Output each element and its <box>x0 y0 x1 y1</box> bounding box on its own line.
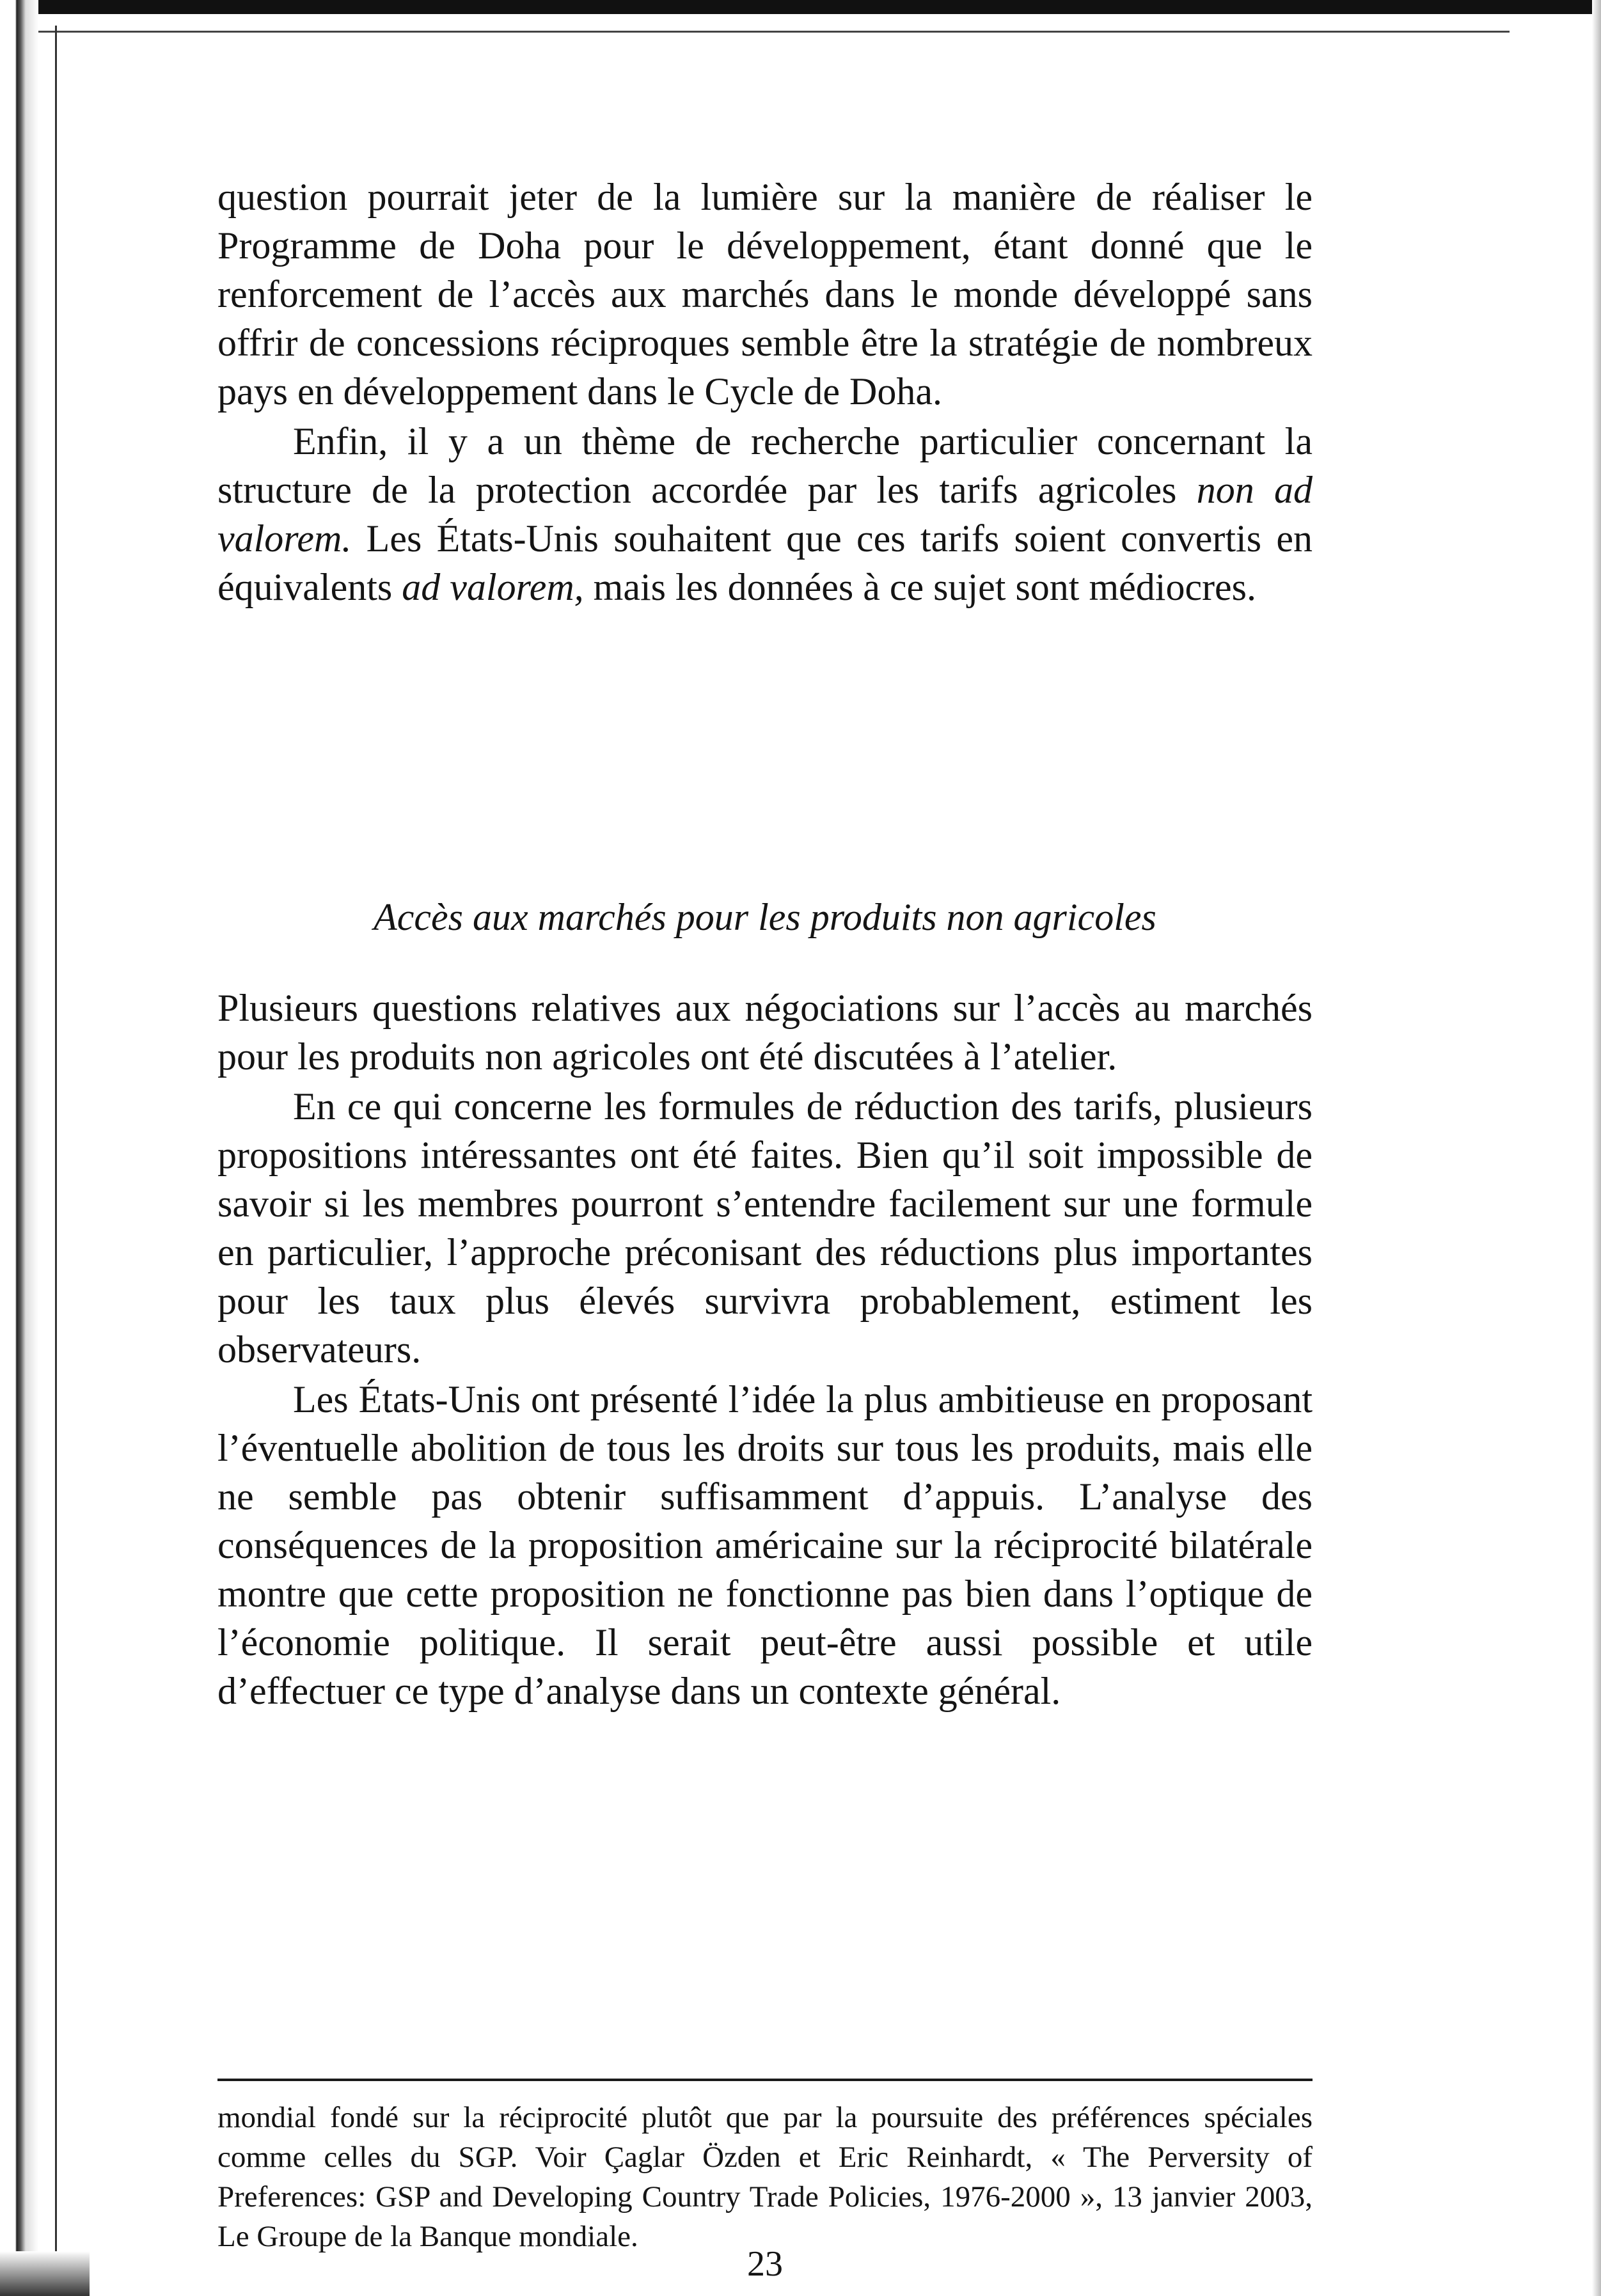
italic-term: non ad valorem. <box>217 469 1313 560</box>
body-section-1 <box>217 173 1313 611</box>
text-span: Enfin, il y a un thème de recherche particulier concernant la structure de la protection accordée par les tarifs agricoles <box>217 420 1313 511</box>
italic-term: ad valorem, <box>402 566 584 608</box>
text-span: Les États-Unis souhaitent que ces tarifs soient convertis en équivalents <box>217 517 1313 608</box>
paragraph-us-proposal: Les États-Unis ont présenté l’idée la plus ambitieuse en proposant l’éventuelle abolition de tous les droits sur tous les produits, mais elle ne semble pas obtenir suffisamment d’appuis. L’analyse des conséquences de la proposition américaine sur la réciprocité bilatérale montre que cette proposition ne fonctionne pas bien dans l’optique de l’économie politique. Il serait peut-être aussi possible et utile d’effectuer ce type d’analyse dans un contexte général. <box>217 1378 1313 1712</box>
paragraph-formulas: En ce qui concerne les formules de réduction des tarifs, plusieurs propositions intéressantes ont été faites. Bien qu’il soit impossible de savoir si les membres pourront s’entendre facilement sur une formule en particulier, l’approche préconisant des réductions plus importantes pour les taux plus élevés survivra probablement, estiment les observateurs. <box>217 1085 1313 1371</box>
scan-binding-edge <box>0 0 38 2296</box>
footnote-text: mondial fondé sur la réciprocité plutôt que par la poursuite des préférences spéciales comme celles du SGP. Voir Çaglar Özden et Eric Reinhardt, « The Perversity of Preferences: GSP and Developing Country Trade Policies, 1976-2000 », 13 janvier 2003, Le Groupe de la Banque mondiale. <box>217 2101 1313 2253</box>
paragraph-non-ad-valorem <box>217 417 1313 611</box>
scan-top-edge <box>0 0 1601 14</box>
scan-corner-shadow <box>0 2251 90 2296</box>
scan-binding-line <box>55 26 57 2296</box>
scan-top-line <box>38 31 1510 33</box>
paragraph-continuation: question pourrait jeter de la lumière sur la manière de réaliser le Programme de Doha pour le développement, étant donné que le renforcement de l’accès aux marchés dans le monde développé sans offrir de concessions réciproques semble être la stratégie de nombreux pays en développement dans le Cycle de Doha. <box>217 176 1313 413</box>
body-section-2 <box>217 984 1313 1715</box>
section-subheading: Accès aux marchés pour les produits non agricoles <box>374 896 1156 938</box>
footnote-separator <box>217 2079 1313 2081</box>
paragraph-intro: Plusieurs questions relatives aux négociations sur l’accès au marchés pour les produits non agricoles ont été discutées à l’atelier. <box>217 987 1313 1078</box>
page-number: 23 <box>747 2244 783 2284</box>
scan-right-edge <box>1592 0 1601 2296</box>
text-span: mais les données à ce sujet sont médiocres. <box>583 566 1257 608</box>
